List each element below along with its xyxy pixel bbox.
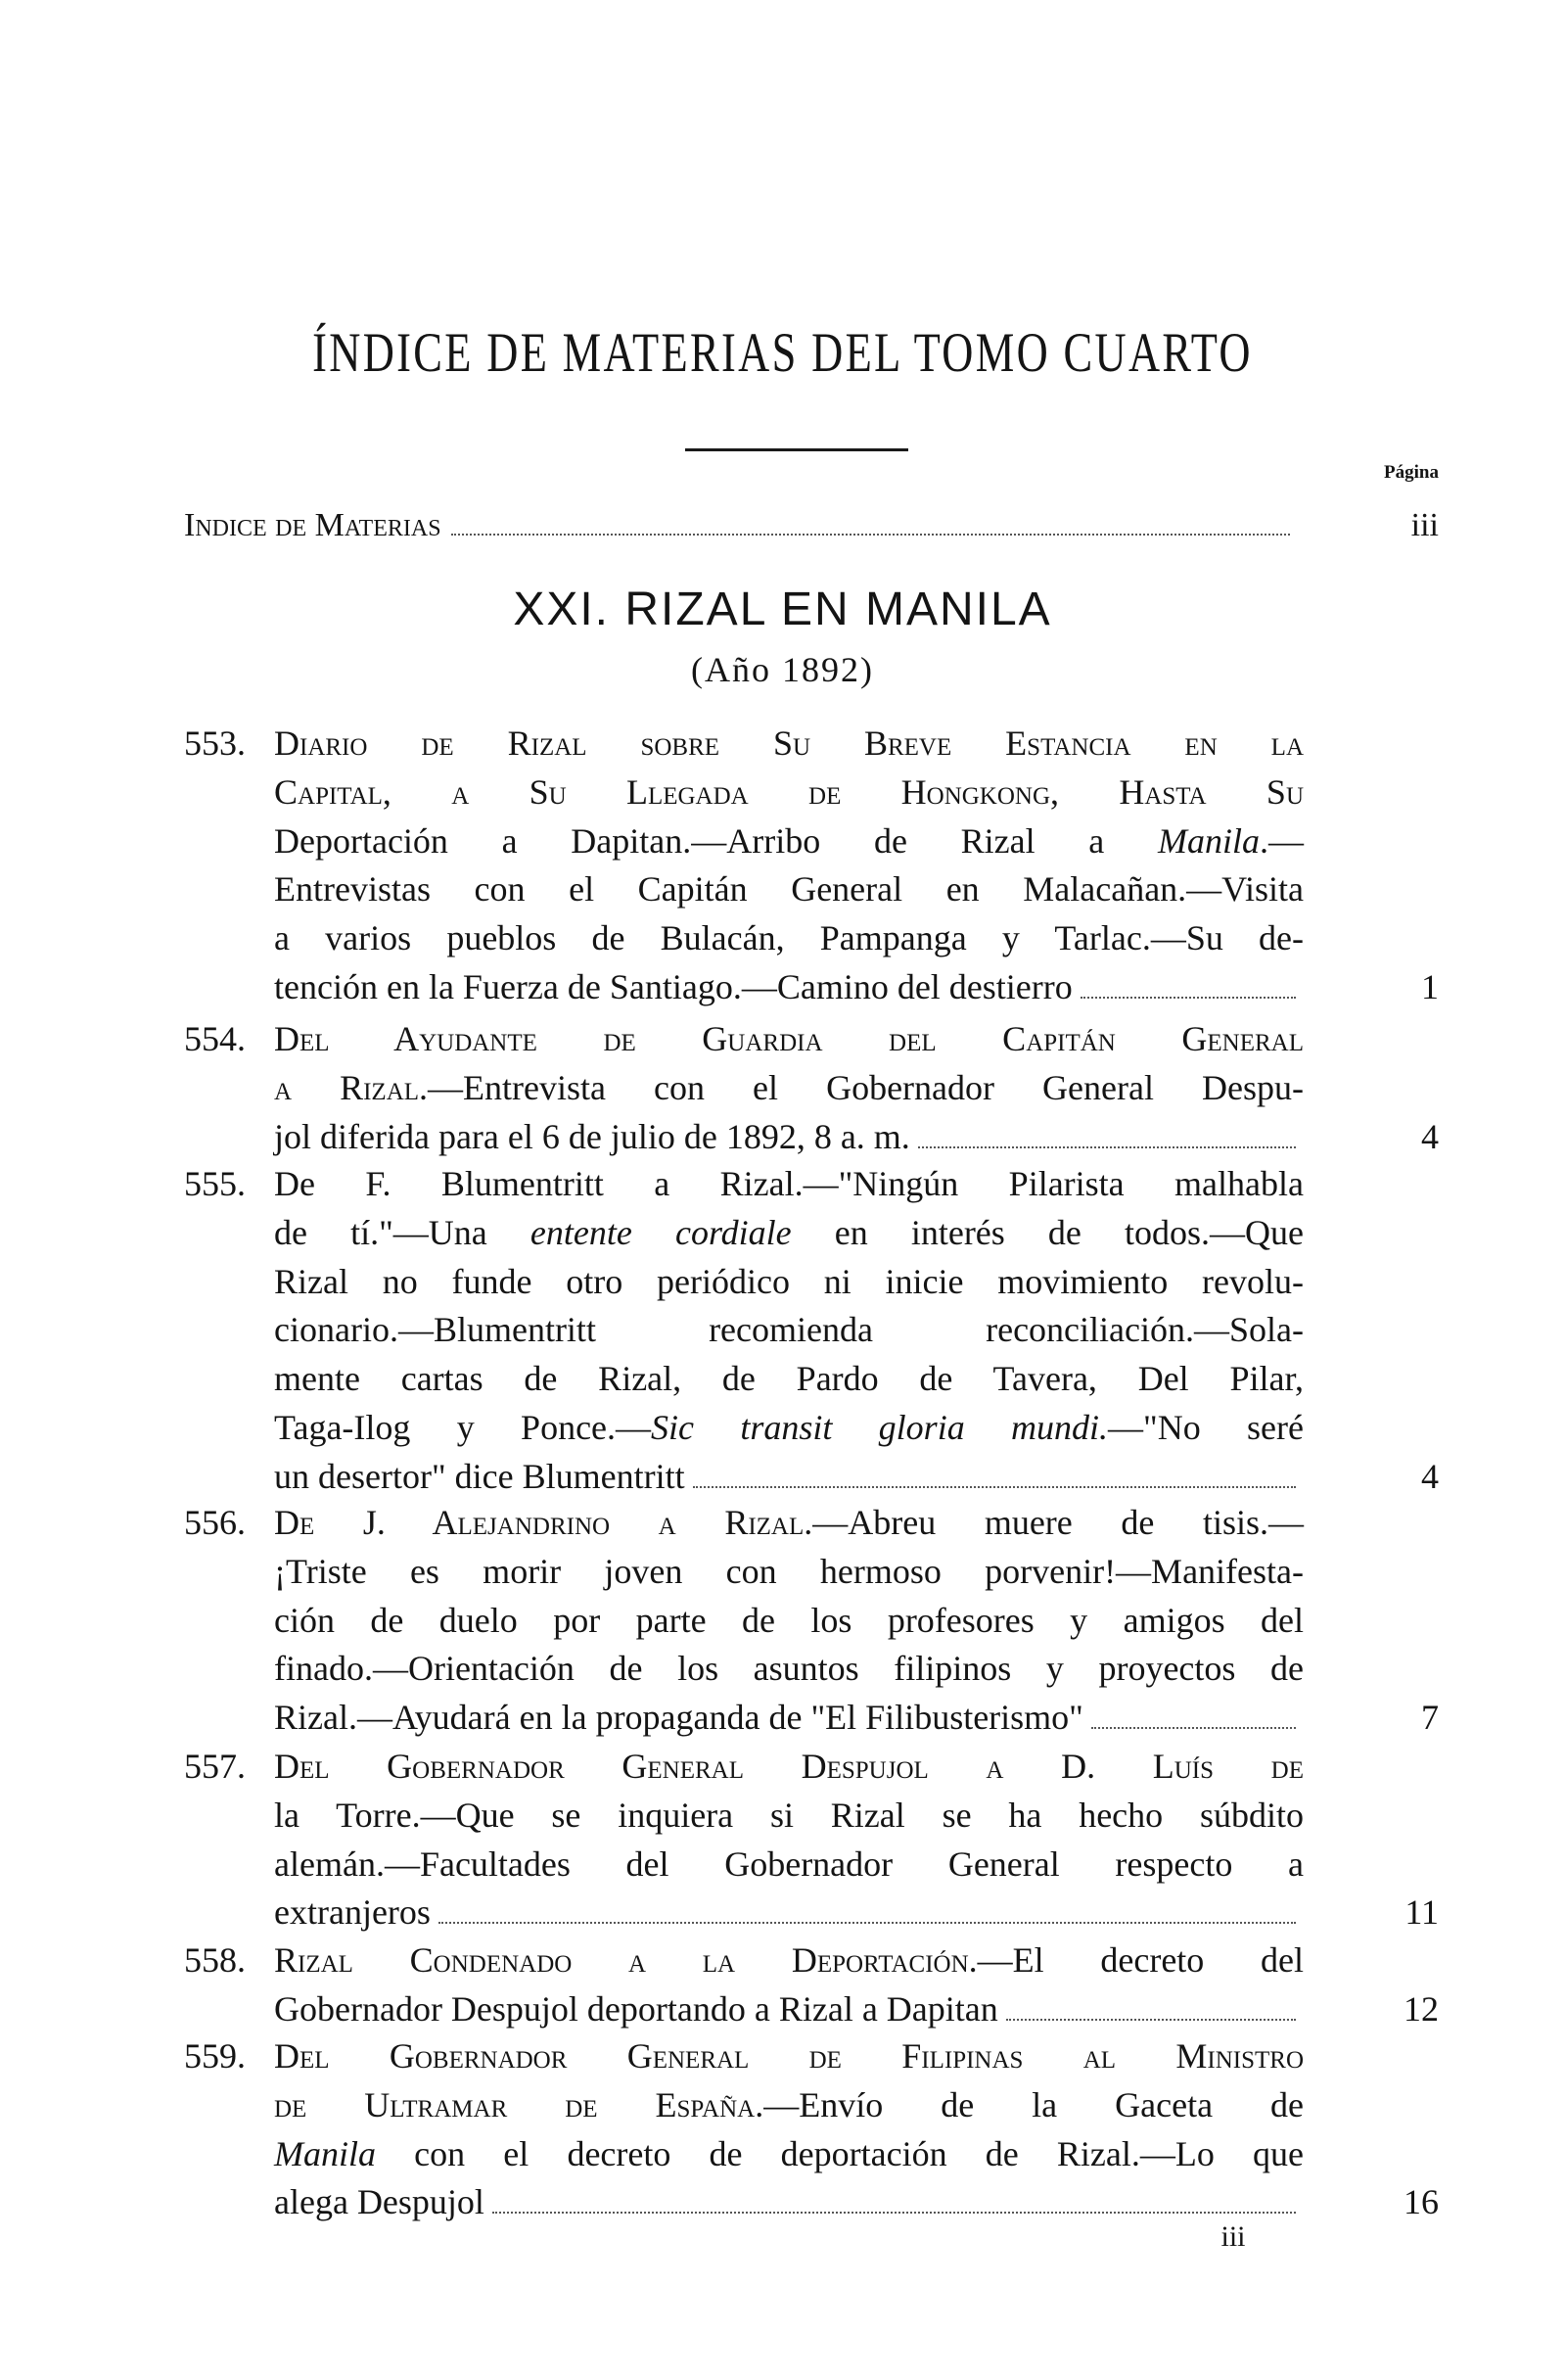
entry-line-text: Rizal Condenado a la Deportación.—El decreto del: [274, 1940, 1304, 1980]
leader-dots: [492, 2212, 1296, 2214]
entry-number: 556.: [184, 1503, 246, 1542]
entry-line: [274, 1889, 1304, 1937]
entry-line: [274, 1499, 1304, 1548]
entry-line: [274, 865, 1304, 914]
entry-line: [274, 1792, 1304, 1841]
entry-line-text: Rizal no funde otro periódico ni inicie movimiento revolu-: [274, 1261, 1304, 1301]
entry-line: [274, 1694, 1304, 1743]
entry-line-text: Deportación a Dapitan.—Arribo de Rizal a Manila.—: [274, 820, 1304, 861]
leader-dots: [693, 1486, 1296, 1488]
entry-line-text: De J. Alejandrino a Rizal.—Abreu muere de tisis.—: [274, 1503, 1304, 1542]
entry-description: [274, 720, 1304, 1012]
entry-line-text: Del Gobernador General Despujol a D. Luís de: [274, 1747, 1304, 1786]
entry-line: [274, 817, 1304, 866]
entry-description: [274, 1160, 1304, 1502]
entry-line-text: Del Ayudante de Guardia del Capitán General: [274, 1019, 1304, 1058]
entry-line-text: Taga-Ilog y Ponce.—Sic transit gloria mundi.—"No seré: [274, 1407, 1304, 1447]
entry-line: [274, 1548, 1304, 1597]
entry-description: [274, 1743, 1304, 1937]
entry-line: [274, 963, 1304, 1012]
entry-line: [274, 1453, 1304, 1502]
entry-line: [274, 720, 1304, 769]
entry-number: 553.: [184, 723, 246, 763]
leader-dots: [451, 534, 1290, 536]
entry-number: 555.: [184, 1164, 246, 1203]
entry-line-text: finado.—Orientación de los asuntos filipinos y proyectos de: [274, 1649, 1304, 1689]
entry-page-number: 16: [1404, 2182, 1439, 2222]
entry-line-text: la Torre.—Que se inquiera si Rizal se ha hecho súbdito: [274, 1795, 1304, 1835]
entry-line-text: alega Despujol: [274, 2182, 484, 2222]
entry-line: [274, 1160, 1304, 1209]
entry-number: 558.: [184, 1940, 246, 1980]
leader-dots: [918, 1146, 1296, 1148]
entry-description: [274, 1015, 1304, 1161]
entry-line-text: Entrevistas con el Capitán General en Malacañan.—Visita: [274, 869, 1304, 910]
entry-line: [274, 1985, 1304, 2034]
entry-page-number: 7: [1421, 1698, 1439, 1738]
chapter-year: (Año 1892): [691, 650, 874, 689]
page-title: ÍNDICE DE MATERIAS DEL TOMO CUARTO: [312, 322, 1253, 384]
entry-page-number: 12: [1404, 1988, 1439, 2029]
entry-line: [274, 1597, 1304, 1646]
entry-line: [274, 1015, 1304, 1064]
entry-number: 559.: [184, 2036, 246, 2076]
entry-line: [274, 1937, 1304, 1985]
leader-dots: [438, 1922, 1296, 1924]
entry-description: [274, 1937, 1304, 2034]
entry-line: [274, 1355, 1304, 1404]
entry-number: 557.: [184, 1747, 246, 1786]
leader-dots: [1006, 2019, 1296, 2021]
entry-line: [274, 1841, 1304, 1890]
entry-page-number: 11: [1404, 1892, 1439, 1933]
entry-line: [274, 1404, 1304, 1453]
entry-line: [274, 1645, 1304, 1694]
entry-line-text: Diario de Rizal sobre Su Breve Estancia en la: [274, 723, 1304, 763]
index-entry-label: Indice de Materias: [184, 507, 441, 543]
leader-dots: [1081, 997, 1296, 999]
entry-line-text: de Ultramar de España.—Envío de la Gaceta de: [274, 2084, 1305, 2124]
entry-line: [274, 1064, 1304, 1113]
entry-line-text: Rizal.—Ayudará en la propaganda de "El Filibusterismo": [274, 1698, 1083, 1738]
entry-line: [274, 1743, 1304, 1792]
entry-page-number: 1: [1421, 967, 1439, 1006]
entry-line: [274, 1113, 1304, 1162]
entry-line-text: ¡Triste es morir joven con hermoso porvenir!—Manifesta-: [274, 1551, 1304, 1591]
entry-page-number: 4: [1421, 1116, 1439, 1156]
entry-page-number: 4: [1421, 1456, 1439, 1496]
entry-line: [274, 2032, 1304, 2081]
title-rule: [685, 448, 908, 451]
entry-line: [274, 1209, 1304, 1258]
page-column-label: Página: [1384, 462, 1439, 483]
entry-line-text: ción de duelo por parte de los profesores y amigos del: [274, 1600, 1304, 1640]
entry-line-text: cionario.—Blumentritt recomienda reconciliación.—Sola-: [274, 1310, 1304, 1350]
entry-line-text: Del Gobernador General de Filipinas al Ministro: [274, 2036, 1304, 2076]
entry-line: [274, 1306, 1304, 1355]
entry-line: [274, 1258, 1304, 1307]
entry-line-text: Gobernador Despujol deportando a Rizal a Dapitan: [274, 1988, 998, 2029]
entry-line-text: Manila con el decreto de deportación de Rizal.—Lo que: [274, 2133, 1304, 2173]
entry-line-text: jol diferida para el 6 de julio de 1892, 8 a. m.: [274, 1116, 910, 1156]
entry-line-text: extranjeros: [274, 1892, 431, 1933]
entry-description: [274, 1499, 1304, 1743]
entry-line: [274, 2081, 1304, 2130]
entry-number: 554.: [184, 1019, 246, 1058]
chapter-title: XXI. RIZAL EN MANILA: [513, 583, 1052, 635]
entry-line-text: tención en la Fuerza de Santiago.—Camino del destierro: [274, 966, 1073, 1006]
entry-line-text: alemán.—Facultades del Gobernador General respecto a: [274, 1843, 1304, 1884]
leader-dots: [1091, 1727, 1296, 1729]
entry-line: [274, 914, 1304, 963]
entry-line-text: a varios pueblos de Bulacán, Pampanga y Tarlac.—Su de-: [274, 918, 1304, 958]
entry-line-text: De F. Blumentritt a Rizal.—"Ningún Pilarista malhabla: [274, 1164, 1304, 1203]
page-folio: iii: [1220, 2220, 1246, 2253]
entry-line-text: mente cartas de Rizal, de Pardo de Tavera, Del Pilar,: [274, 1359, 1304, 1399]
entry-line: [274, 769, 1304, 817]
entry-line-text: de tí."—Una entente cordiale en interés de todos.—Que: [274, 1212, 1305, 1252]
entry-line: [274, 2130, 1304, 2179]
entry-line-text: a Rizal.—Entrevista con el Gobernador General Despu-: [274, 1067, 1304, 1107]
entry-line-text: un desertor" dice Blumentritt: [274, 1456, 685, 1496]
entry-line-text: Capital, a Su Llegada de Hongkong, Hasta Su: [274, 771, 1304, 812]
index-entry-page: iii: [1410, 507, 1439, 543]
entry-description: [274, 2032, 1304, 2227]
